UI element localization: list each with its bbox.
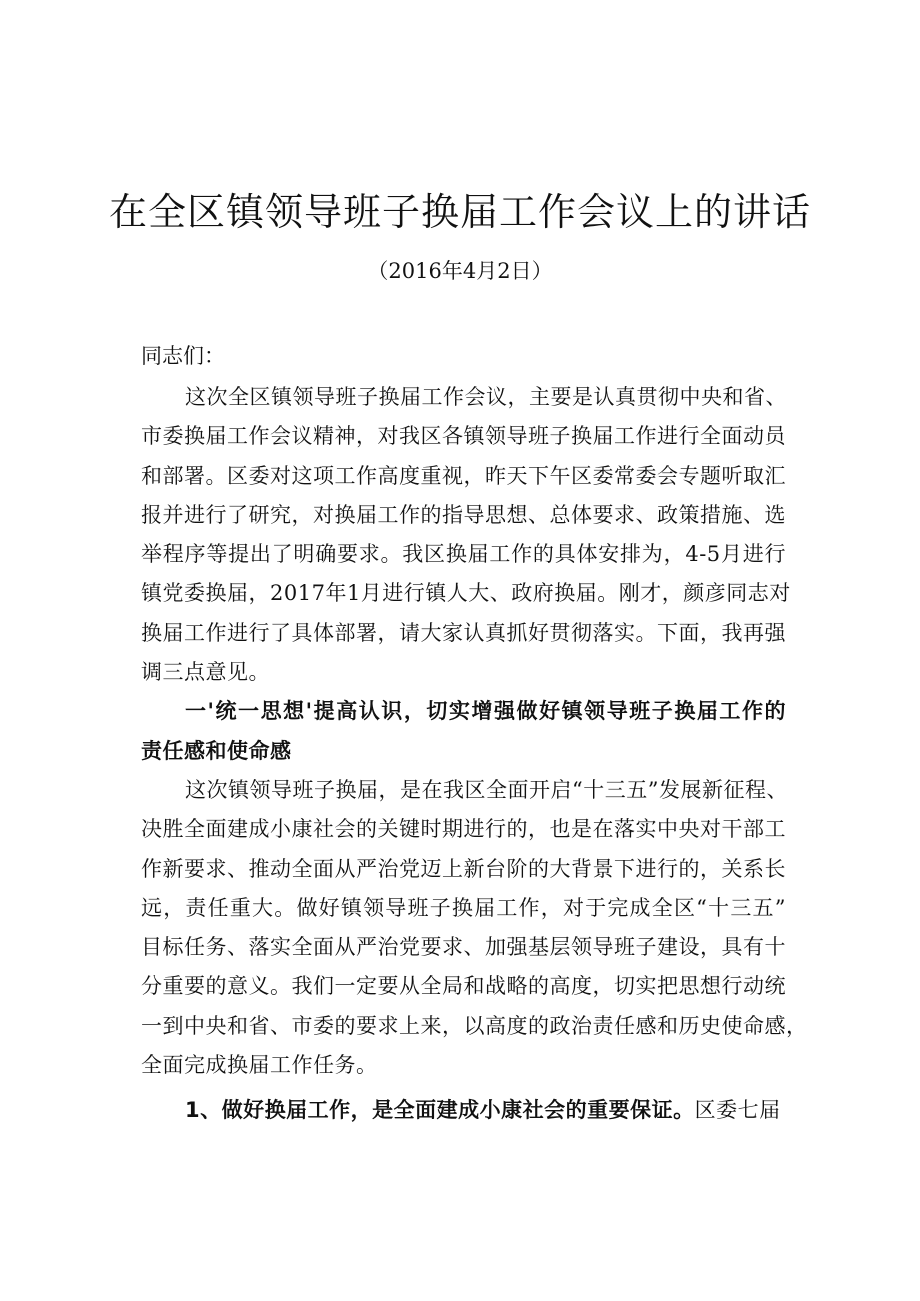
paragraph-line: 一到中央和省、市委的要求上来，以高度的政治责任感和历史使命感，	[141, 1013, 808, 1038]
point-1-text: 区委七届	[694, 1098, 781, 1123]
paragraph-line: 和部署。区委对这项工作高度重视，昨天下午区委常委会专题听取汇	[141, 463, 786, 488]
paragraph-section-1	[141, 771, 808, 1085]
document-title: 在全区镇领导班子换届工作会议上的讲话	[108, 190, 811, 234]
document-date: （2016年4月2日）	[367, 259, 553, 283]
paragraph-line: 这次全区镇领导班子换届工作会议，主要是认真贯彻中央和省、	[185, 385, 787, 409]
paragraph-line: 市委换届工作会议精神，对我区各镇领导班子换届工作进行全面动员	[141, 424, 786, 449]
paragraph-line: 决胜全面建成小康社会的关键时期进行的，也是在落实中央对干部工	[141, 817, 786, 842]
section-heading-1	[141, 692, 786, 771]
point-1-lead: 1、做好换届工作，是全面建成小康社会的重要保证。	[185, 1098, 695, 1123]
paragraph-line: 换届工作进行了具体部署，请大家认真抓好贯彻落实。下面，我再强	[141, 620, 786, 645]
paragraph-line: 作新要求、推动全面从严治党迈上新台阶的大背景下进行的，关系长	[141, 856, 786, 881]
paragraph-line: 全面完成换届工作任务。	[141, 1053, 378, 1078]
paragraph-line: 调三点意见。	[141, 660, 270, 685]
paragraph-point-1	[141, 1091, 786, 1130]
paragraph-line: 报并进行了研究，对换届工作的指导思想、总体要求、政策措施、选	[141, 502, 786, 527]
paragraph-line: 分重要的意义。我们一定要从全局和战略的高度，切实把思想行动统	[141, 974, 786, 999]
paragraph-line: 目标任务、落实全面从严治党要求、加强基层领导班子建设，具有十	[141, 935, 786, 960]
document-body	[141, 378, 808, 1131]
heading-line: 一'统一思想'提高认识，切实增强做好镇领导班子换届工作的	[185, 699, 786, 724]
paragraph-line: 这次镇领导班子换届，是在我区全面开启“十三五”发展新征程、	[185, 777, 788, 802]
paragraph-intro	[141, 378, 791, 692]
paragraph-line: 举程序等提出了明确要求。我区换届工作的具体安排为，4-5月进行	[141, 542, 786, 567]
salutation: 同志们：	[141, 344, 225, 368]
paragraph-line: 镇党委换届，2017年1月进行镇人大、政府换届。刚才，颜彦同志对	[141, 581, 791, 606]
heading-line: 责任感和使命感	[141, 738, 292, 763]
paragraph-line: 远，责任重大。做好镇领导班子换届工作，对于完成全区“十三五”	[141, 895, 786, 920]
